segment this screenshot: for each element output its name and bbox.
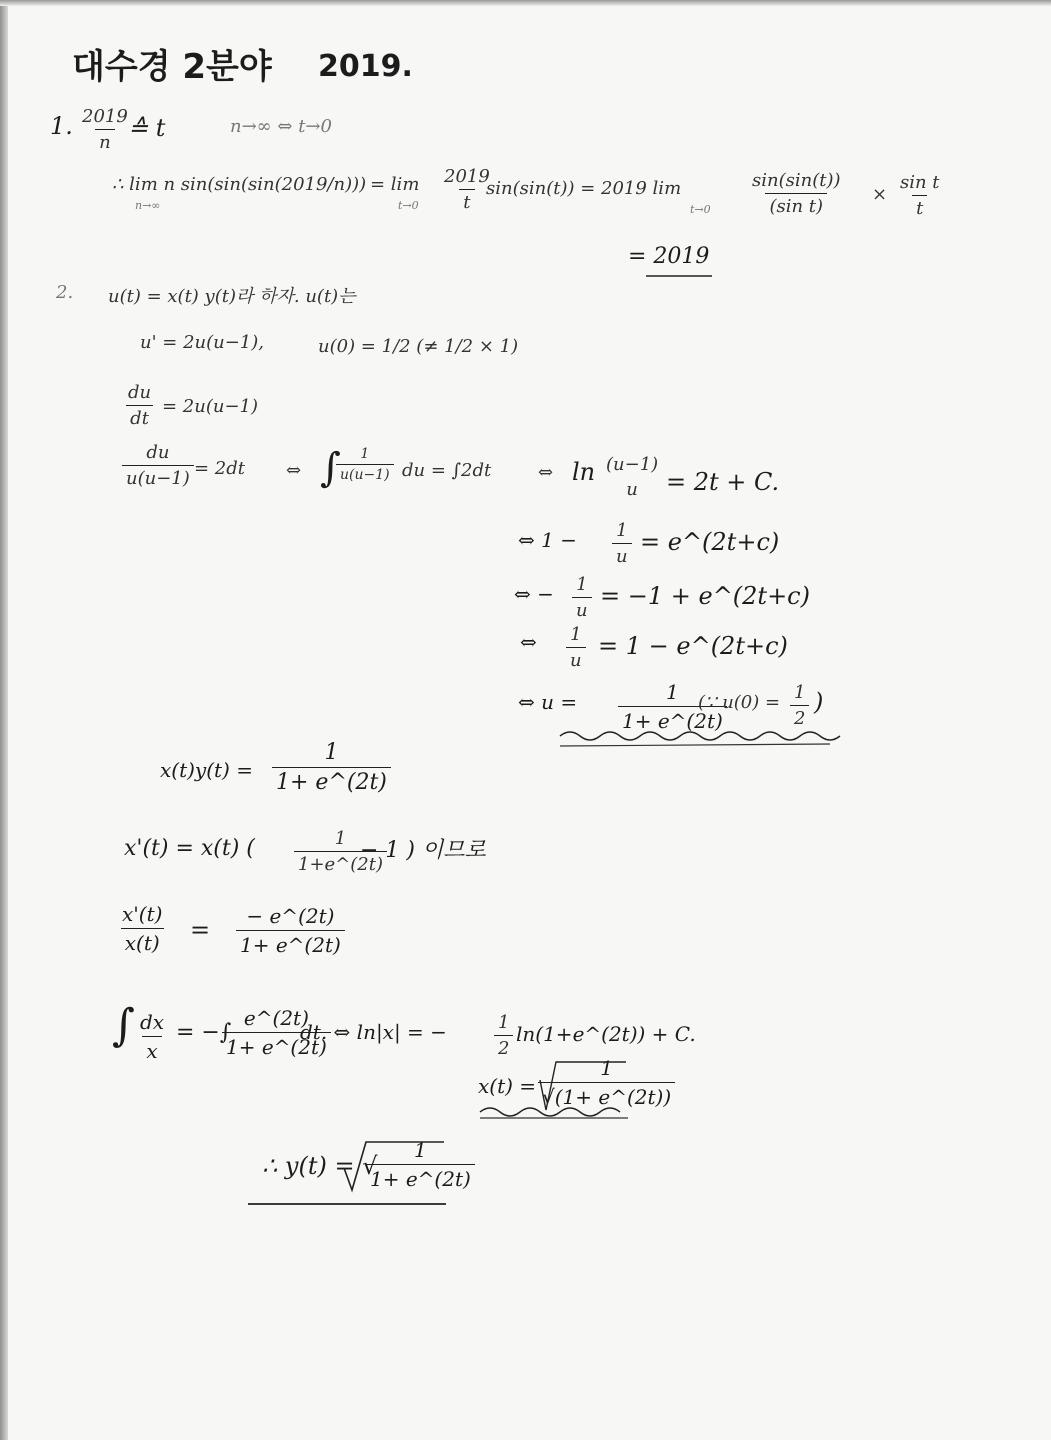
limit-lhs-subscript: n→∞ — [135, 199, 161, 212]
p2-line-8-note-denominator: 2 — [790, 705, 809, 729]
limit-fraction-3-numerator: sin t — [900, 172, 940, 193]
p2-line-8-denominator: 1+ e^(2t) — [618, 706, 727, 733]
p2-line-12-rhs: dt. ⇔ ln|x| = − — [300, 1020, 447, 1044]
p2-line-5-numerator: 1 — [616, 520, 628, 541]
p2-line-10: x'(t) = x(t) ( — [124, 836, 255, 861]
p2-line-8-prefix: ⇔ u = — [518, 690, 578, 714]
y-result-radical — [344, 1142, 444, 1190]
limit-note: n→∞ ⇔ t→0 — [230, 116, 332, 137]
u-result-underline — [560, 744, 830, 746]
substitution-numerator: 2019 — [82, 106, 128, 127]
p2-line-14-denominator: 1+ e^(2t) — [366, 1164, 475, 1191]
problem-1-result: = 2019 — [628, 244, 710, 269]
p2-line-5-rhs: = e^(2t+c) — [640, 528, 780, 556]
p2-line-4-ln-rhs: = 2t + C. — [666, 468, 780, 496]
p2-line-4-ln-numerator: (u−1) — [606, 454, 659, 475]
p2-line-13-numerator: 1 — [600, 1056, 613, 1080]
p2-line-4-numerator: du — [146, 442, 170, 463]
p2-line-10-denominator: 1+e^(2t) — [294, 851, 387, 875]
p2-line-2: u' = 2u(u−1), — [140, 332, 265, 353]
p2-line-10-numerator: 1 — [334, 828, 347, 849]
p2-line-13: x(t) = — [478, 1074, 537, 1098]
u-result-squiggle — [560, 732, 840, 740]
p2-line-6-numerator: 1 — [576, 574, 588, 595]
p2-line-7-numerator: 1 — [570, 624, 582, 645]
limit-fraction-2-numerator: sin(sin(t)) — [752, 170, 841, 191]
p2-line-4-ln: ln — [572, 458, 596, 486]
p2-line-7-rhs: = 1 − e^(2t+c) — [598, 632, 788, 660]
substitution-rhs: ≙ t — [128, 114, 166, 142]
p2-line-9-numerator: 1 — [324, 740, 339, 765]
limit-fraction-1-denominator: t — [459, 189, 474, 213]
p2-line-4-integral-rhs: du = ∫2dt — [402, 460, 492, 481]
p2-line-4-integrand-denominator: u(u−1) — [336, 464, 394, 483]
p2-line-8-close: ) — [814, 688, 824, 716]
problem-2-number: 2. — [56, 282, 74, 303]
p2-line-6-rhs: = −1 + e^(2t+c) — [600, 582, 810, 610]
p2-line-12-eq: = −∫ — [176, 1020, 232, 1045]
p2-line-5-prefix: ⇔ 1 − — [518, 528, 577, 552]
p2-line-6-prefix: ⇔ − — [514, 582, 554, 606]
p2-line-6-denominator: u — [572, 597, 592, 621]
p2-line-4-iff: ⇔ — [286, 460, 302, 481]
p2-line-11-rhs-numerator: − e^(2t) — [246, 904, 335, 928]
limit-lhs: ∴ lim n sin(sin(sin(2019/n))) — [112, 174, 367, 195]
limit-middle: sin(sin(t)) = 2019 lim — [486, 178, 682, 199]
p2-line-3-denominator: dt — [126, 405, 153, 429]
p2-line-8-note-numerator: 1 — [794, 682, 806, 703]
p2-line-8-numerator: 1 — [666, 680, 679, 704]
p2-line-1: u(t) = x(t) y(t)라 하자. u(t)는 — [108, 286, 356, 307]
p2-line-12-half-denominator: 2 — [494, 1035, 513, 1059]
p2-line-11-denominator: x(t) — [121, 928, 164, 955]
p2-line-5-denominator: u — [612, 543, 632, 567]
p2-line-9: x(t)y(t) = — [160, 758, 253, 782]
limit-fraction-1-numerator: 2019 — [444, 166, 490, 187]
p2-line-7-denominator: u — [566, 647, 586, 671]
page-year: 2019. — [318, 49, 413, 84]
p2-line-11-eq: = — [190, 916, 211, 944]
limit-fraction-3-denominator: t — [912, 195, 927, 219]
p2-line-3-numerator: du — [128, 382, 152, 403]
x-result-squiggle — [480, 1108, 620, 1116]
p2-line-8-note: (∵ u(0) = — [698, 692, 781, 713]
p2-line-2b: u(0) = 1/2 (≠ 1/2 × 1) — [318, 336, 519, 357]
p2-line-12-denominator: x — [142, 1036, 161, 1063]
x-result-radical — [540, 1062, 626, 1110]
p2-line-12-half-numerator: 1 — [498, 1012, 510, 1033]
p2-line-12-integral: ∫ — [112, 1000, 135, 1051]
substitution-denominator: n — [95, 129, 115, 153]
p2-line-11-rhs-denominator: 1+ e^(2t) — [236, 930, 345, 957]
p2-line-14: ∴ y(t) = √ — [262, 1152, 378, 1180]
page-title: 대수경 2분야 — [72, 47, 272, 87]
problem-1-number: 1. — [50, 112, 73, 140]
p2-line-12-rhs-denominator: 1+ e^(2t) — [222, 1032, 331, 1059]
limit-eq1: = lim — [370, 174, 420, 195]
p2-line-13-denominator: √(1+ e^(2t)) — [538, 1082, 675, 1109]
times-sign: × — [872, 184, 888, 205]
p2-line-12-tail: ln(1+e^(2t)) + C. — [516, 1022, 696, 1046]
p2-line-9-denominator: 1+ e^(2t) — [272, 767, 391, 795]
limit-fraction-2-denominator: (sin t) — [765, 193, 827, 217]
integral-sign: ∫ — [320, 445, 341, 491]
p2-line-10-rhs: − 1 ) 이므로 — [360, 838, 486, 863]
p2-line-4-ln-denominator: u — [626, 479, 638, 500]
p2-line-4-iff-2: ⇔ — [538, 462, 554, 483]
limit-middle-subscript: t→0 — [690, 203, 711, 216]
p2-line-3-rhs: = 2u(u−1) — [162, 396, 259, 417]
p2-line-4-rhs: = 2dt — [194, 458, 246, 479]
p2-line-4-denominator: u(u−1) — [122, 465, 194, 489]
p2-line-11-numerator: x'(t) — [122, 902, 163, 926]
p2-line-7-prefix: ⇔ — [520, 630, 537, 654]
p2-line-12-numerator: dx — [140, 1010, 165, 1034]
p2-line-12-rhs-numerator: e^(2t) — [243, 1006, 309, 1030]
p2-line-14-numerator: 1 — [414, 1138, 427, 1162]
p2-line-4-integrand-numerator: 1 — [360, 446, 370, 462]
limit-eq1-subscript: t→0 — [398, 199, 419, 212]
